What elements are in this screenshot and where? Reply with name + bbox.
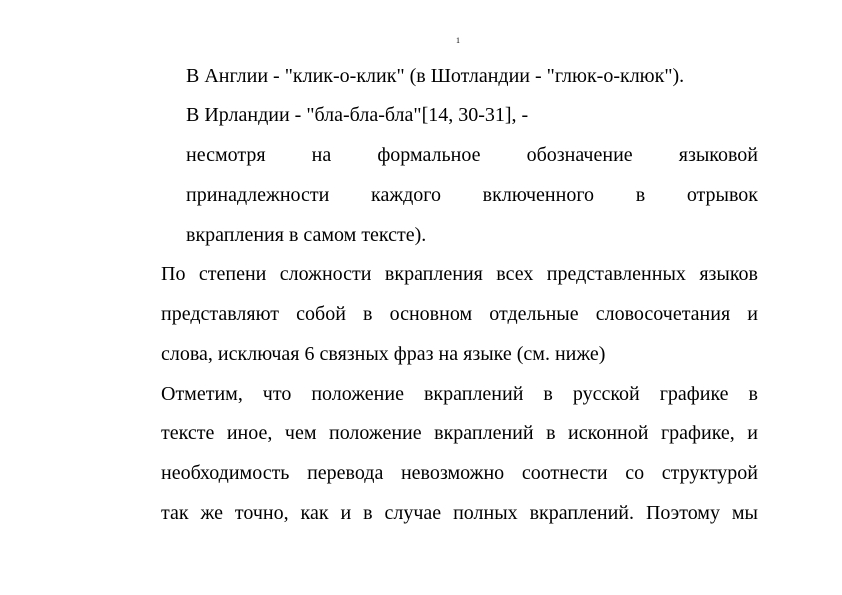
text-line-3: несмотря на формальное обозначение языковой: [186, 144, 758, 166]
text-line-10: тексте иное, чем положение вкраплений в исконной графике, и: [161, 422, 758, 444]
page-number: 1: [456, 36, 460, 45]
text-line-7: представляют собой в основном отдельные словосочетания и: [161, 303, 758, 325]
text-line-4: принадлежности каждого включенного в отрывок: [186, 184, 758, 206]
text-line-1: В Англии - "клик-о-клик" (в Шотландии - "глюк-о-клюк").: [186, 65, 685, 87]
text-line-9: Отметим, что положение вкраплений в русской графике в: [161, 383, 758, 405]
text-line-8: слова, исключая 6 связных фраз на языке (см. ниже): [161, 343, 606, 365]
text-line-6: По степени сложности вкрапления всех представленных языков: [161, 263, 758, 285]
text-line-5: вкрапления в самом тексте).: [186, 224, 427, 246]
text-line-2: В Ирландии - "бла-бла-бла"[14, 30-31], -: [186, 104, 529, 126]
text-line-12: так же точно, как и в случае полных вкраплений. Поэтому мы: [161, 502, 758, 524]
text-line-11: необходимость перевода невозможно соотнести со структурой: [161, 462, 758, 484]
